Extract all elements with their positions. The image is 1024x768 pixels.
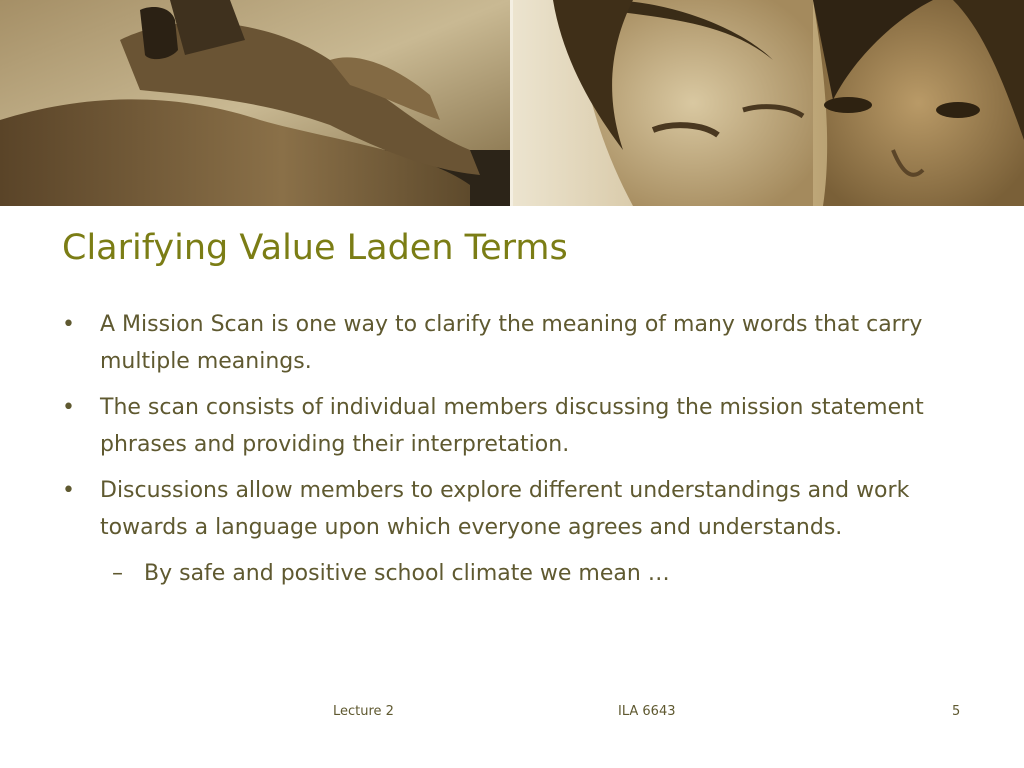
sub-bullet-mark: – (112, 561, 123, 586)
bullet-mark: • (62, 478, 75, 503)
slide-title: Clarifying Value Laden Terms (62, 228, 568, 268)
bullet-item (62, 472, 962, 546)
bullet-text: A Mission Scan is one way to clarify the meaning of many words that carry multiple meanings. (100, 312, 923, 374)
sub-bullet-item (112, 555, 962, 592)
header-photo-banner (0, 0, 1024, 206)
bullet-mark: • (62, 312, 75, 337)
bullet-item (62, 389, 962, 463)
bullet-text: The scan consists of individual members discussing the mission statement phrases and providing their interpretation. (100, 395, 924, 457)
bullet-item (62, 306, 962, 380)
footer-lecture: Lecture 2 (333, 704, 394, 719)
slide-body (62, 306, 962, 592)
bullet-mark: • (62, 395, 75, 420)
students-faces-photo (513, 0, 1024, 206)
typing-hands-photo (0, 0, 510, 206)
bullet-text: Discussions allow members to explore different understandings and work towards a language upon which everyone agrees and understands. (100, 478, 910, 540)
sub-bullet-text: By safe and positive school climate we mean … (144, 561, 670, 586)
footer-course: ILA 6643 (618, 704, 676, 719)
footer-page-number: 5 (952, 704, 961, 719)
slide-footer (0, 704, 1024, 724)
